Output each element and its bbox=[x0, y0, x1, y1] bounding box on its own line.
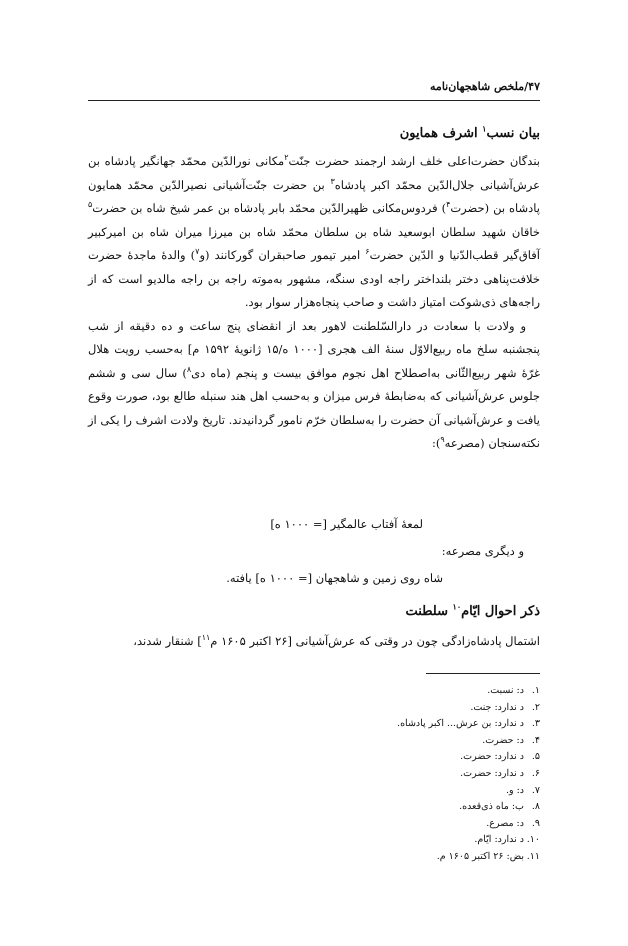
section-title-text: سلطنت bbox=[405, 604, 453, 619]
footnote-ref: ۷ bbox=[195, 247, 200, 257]
running-header: ۴۷/ملخص شاهجهان‌نامه bbox=[430, 80, 540, 93]
footnote-text: د: نسبت. bbox=[487, 685, 524, 696]
footnote-item bbox=[280, 832, 540, 849]
section-title-text: بیان نسب bbox=[486, 126, 540, 141]
footnote-number: ۸. bbox=[531, 801, 540, 813]
section-title-reign bbox=[88, 601, 540, 619]
text-run: ) سال سی و ششم جلوس عرش‌آشیانی که به‌ضابطهٔ فرس میزان و به‌حسب اهل هند سنبله طالع بود، صورت وقوع یافت و عرش‌آشیانی آن حضرت را به‌سلطان خرّم نامور گردانیدند. تاریخ ولادت اشرف را یکی از نکته‌سنجان (مصرعه bbox=[88, 365, 540, 450]
footnote-ref: ۵ bbox=[88, 200, 93, 210]
verse-chronogram-2: شاه روی زمین و شاهجهان [= ۱۰۰۰ ه] یافته. bbox=[226, 571, 443, 585]
footnote-ref: ۶ bbox=[365, 247, 370, 257]
footnote-rule bbox=[426, 673, 540, 674]
footnote-text: د ندارد: ایّام. bbox=[474, 834, 524, 846]
footnote-number: ۳. bbox=[531, 718, 540, 730]
text-run: بندگان حضرت‌اعلی خلف ارشد ارجمند حضرت جنّت bbox=[288, 154, 540, 168]
section-title-text: اشرف همایون bbox=[399, 126, 483, 141]
body-paragraphs bbox=[88, 150, 540, 456]
text-run: و ولادت با سعادت در دارالسّلطنت لاهور بعد از انقضای پنج ساعت و ده دقیقه از شب پنجشنبه سلخ ماه ربیع‌الاوّل سنهٔ الف هجری [۱۰۰۰ ه/۱۵ ژانویهٔ ۱۵۹۲ م] به‌حسب رویت هلال غرّهٔ شهر ربیع‌الثّانی به‌اصطلاح اهل نجوم موافق بیست و پنجم (ماه دی bbox=[88, 318, 540, 380]
footnote-text: د: مصرع. bbox=[486, 817, 524, 829]
text-run: ) والدهٔ ماجدهٔ حضرت خلافت‌پناهی دختر بلنداختر راجه اودی سنگه، مشهور به‌موته راجه بن راجه مالدیو است که از راجه‌های ذی‌شوکت امتیاز داشت و صاحب پنجاه‌هزار سوار بود. bbox=[88, 248, 540, 309]
footnote-number: ۱۰. bbox=[526, 834, 540, 846]
footnote-text: د ندارد: جنت. bbox=[470, 701, 524, 713]
footnote-number: ۵. bbox=[531, 751, 540, 763]
footnote-item bbox=[280, 700, 540, 717]
text-run: خاقان شهید سلطان ابوسعید شاه بن سلطان محمّد شاه بن میرزا میران شاه بن امیرکبیر آفاق‌گیر قطب‌الدّنیا و الدّین حضرت bbox=[88, 224, 540, 262]
footnote-ref: ۳ bbox=[330, 176, 335, 186]
footnote-number: ۷. bbox=[531, 784, 540, 796]
footnote-item bbox=[280, 799, 540, 816]
text-run: بن حضرت جنّت‌آشیانی نصیرالدّین محمّد همایون پادشاه بن (حضرت bbox=[88, 177, 540, 215]
footnote-number: ۲. bbox=[531, 701, 540, 713]
paragraph-birth bbox=[88, 315, 540, 456]
footnote-ref: ۸ bbox=[186, 364, 192, 374]
footnote-item bbox=[280, 733, 540, 750]
footnote-text: ب: ماه ذی‌قعده. bbox=[459, 801, 524, 813]
text-run: ): bbox=[432, 436, 441, 450]
footnote-text: د: حضرت. bbox=[482, 734, 524, 746]
text-run: ] شنقار شدند، bbox=[133, 634, 202, 648]
footnote-item bbox=[280, 716, 540, 733]
footnote-text: د ندارد: بن عرش... اکبر پادشاه. bbox=[397, 718, 524, 730]
footnote-item bbox=[280, 766, 540, 783]
paragraph-lineage bbox=[88, 150, 540, 315]
footnote-ref: ۹ bbox=[440, 435, 445, 445]
footnote-number: ۴. bbox=[531, 734, 540, 746]
header-rule bbox=[88, 100, 540, 101]
footnote-ref: ۲ bbox=[284, 153, 289, 163]
text-run: امیر تیمور صاحبقران گورکانند (و bbox=[199, 248, 366, 262]
footnote-item bbox=[280, 816, 540, 833]
footnote-ref: ۱۱ bbox=[201, 633, 211, 643]
footnote-number: ۱. bbox=[531, 685, 540, 696]
verse-chronogram-1: لمعهٔ آفتاب عالمگیر [= ۱۰۰۰ ه] bbox=[270, 517, 423, 531]
footnote-item bbox=[280, 683, 540, 700]
body-paragraph-reign bbox=[88, 630, 540, 654]
footnote-number: ۶. bbox=[531, 767, 540, 779]
footnote-ref: ۱ bbox=[482, 123, 487, 134]
text-run: مکانی نورالدّین محمّد جهانگیر پادشاه بن عرش‌آشیانی جلال‌الدّین محمّد اکبر پادشاه bbox=[88, 154, 541, 192]
paragraph-reign bbox=[88, 630, 540, 654]
footnote-text: د ندارد: حضرت. bbox=[460, 767, 524, 779]
footnote-ref: ۱۰ bbox=[452, 601, 462, 612]
section-title-text: ذکر احوال ایّام bbox=[461, 604, 540, 619]
footnotes-list bbox=[280, 683, 540, 866]
footnote-number: ۹. bbox=[531, 817, 540, 829]
footnote-item bbox=[280, 849, 540, 866]
footnote-text: د ندارد: حضرت. bbox=[460, 751, 524, 763]
text-run: ) فردوس‌مکانی ظهیرالدّین محمّد بابر پادشاه بن عمر شیخ شاه بن حضرت bbox=[92, 201, 447, 215]
section-title-lineage bbox=[88, 123, 540, 141]
footnote-item bbox=[280, 749, 540, 766]
footnote-ref: ۴ bbox=[446, 200, 451, 210]
footnote-number: ۱۱. bbox=[526, 850, 540, 862]
text-run: اشتمال پادشاه‌زادگی چون در وقتی که عرش‌آشیانی [۲۶ اکتبر ۱۶۰۵ م bbox=[210, 634, 540, 648]
footnote-item bbox=[280, 783, 540, 800]
verse-intro: و دیگری مصرعه: bbox=[441, 544, 524, 558]
footnote-text: د: و. bbox=[505, 784, 524, 796]
footnote-text: بض: ۲۶ اکتبر ۱۶۰۵ م. bbox=[436, 850, 524, 862]
